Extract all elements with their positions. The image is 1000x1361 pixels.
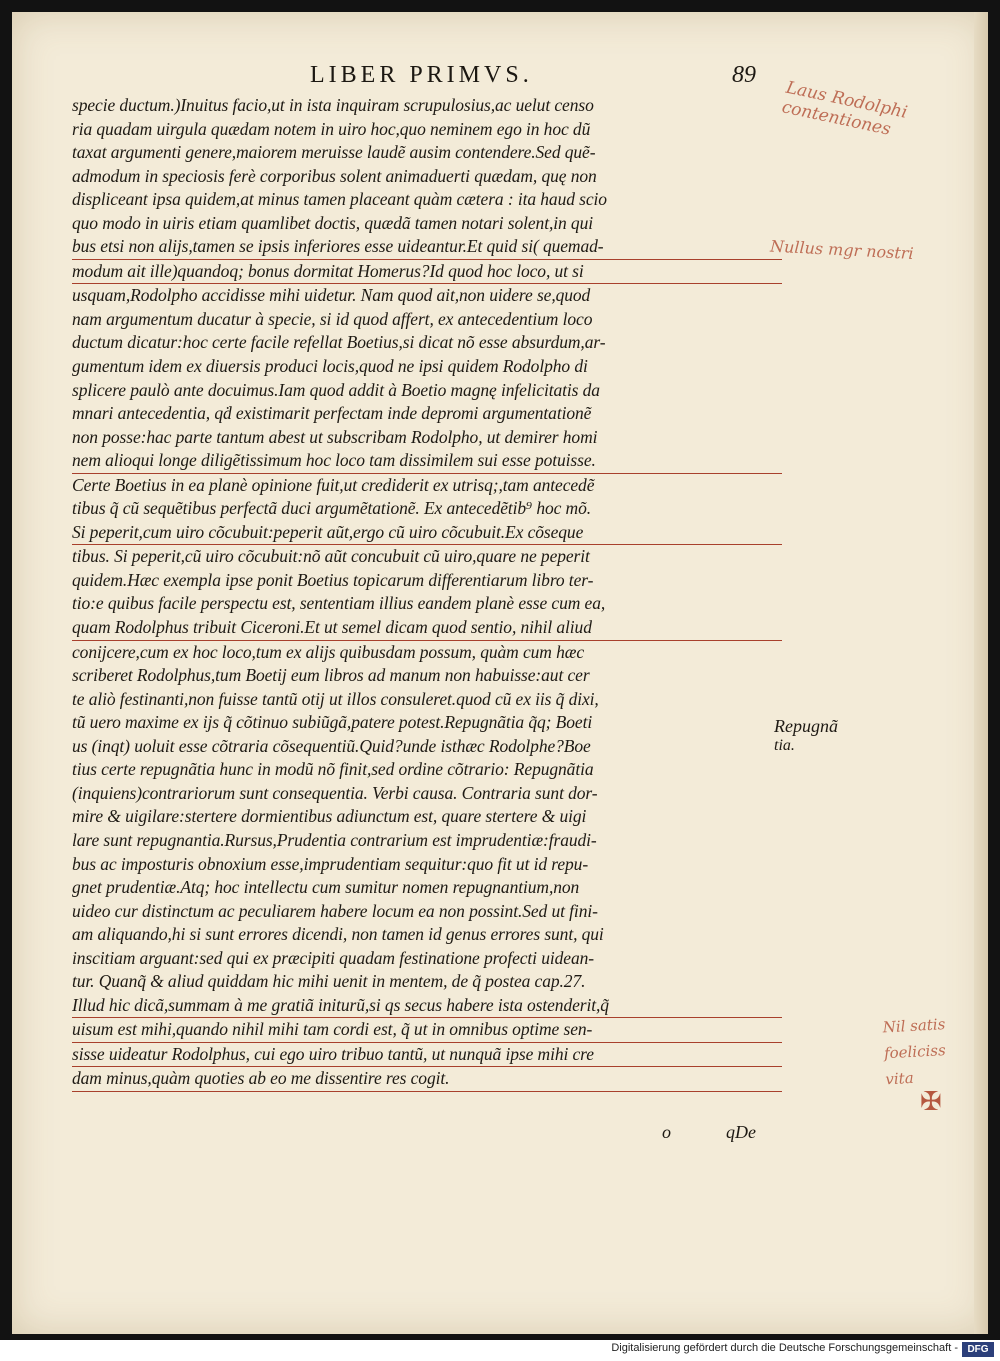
text-line: uideo cur distinctum ac peculiarem habere locum ea non possint.Sed ut fini-: [72, 900, 598, 921]
dfg-logo: DFG: [962, 1342, 994, 1357]
text-line: Illud hic dicã,summam à me gratiã initurũ,si qs secus habere ista ostenderit,q̃: [72, 994, 782, 1019]
text-line: tio:e quibus facile perspectu est, sententiam illius eandem planè esse cum ea,: [72, 593, 606, 614]
text-line: quo modo in uiris etiam quamlibet doctis, quædã tamen notari solent,in qui: [72, 212, 593, 233]
page-edge: [974, 12, 988, 1334]
text-line: us (inqt) uoluit esse cõtraria cõsequentiũ.Quid?unde isthæc Rodolphe?Boe: [72, 735, 591, 756]
margin-note-line: Repugnã: [774, 716, 838, 736]
text-line: Certe Boetius in ea planè opinione fuit,ut crediderit ex utrisq;,tam antecedẽ: [72, 474, 595, 495]
running-head: LIBER PRIMVS.: [310, 62, 533, 88]
folio-number: 89: [732, 62, 756, 88]
text-line: lare sunt repugnantia.Rursus,Prudentia contrarium est imprudentiæ:fraudi-: [72, 829, 597, 850]
text-line: nam argumentum ducatur à specie, si id quod affert, ex antecedentium loco: [72, 308, 593, 329]
text-line: gnet prudentiæ.Atq; hoc intellectu cum sumitur nomen repugnantium,non: [72, 877, 580, 898]
text-line: tius certe repugnãtia hunc in modũ nõ finit,sed ordine cõtrario: Repugnãtia: [72, 759, 594, 780]
text-line: mnari antecedentia, qḋ existimarit perfectam inde depromi argumentationẽ: [72, 403, 592, 424]
text-line: uisum est mihi,quando nihil mihi tam cordi est, q̃ ut in omnibus optime sen-: [72, 1018, 782, 1043]
signature-mark: o: [662, 1122, 671, 1142]
handwritten-note-top: Laus Rodolphi contentiones: [780, 77, 910, 140]
text-line: dam minus,quàm quoties ab eo me dissentire res cogit.: [72, 1067, 782, 1092]
text-line: scriberet Rodolphus,tum Boetij eum libros ad manum non habuisse:aut cer: [72, 665, 590, 686]
text-line: quidem.Hæc exempla ipse ponit Boetius topicarum differentiarum libro ter-: [72, 569, 594, 590]
handwritten-note-nullus: Nullus mgr nostri: [769, 236, 915, 264]
text-line: bus ac imposturis obnoxium esse,imprudentiam sequitur:quo fit ut id repu-: [72, 853, 589, 874]
text-line: admodum in speciosis ferè corporibus solent animaduerti quædam, quę non: [72, 165, 597, 186]
text-line: tur. Quanq̃ & aliud quiddam hic mihi uenit in mentem, de q̃ postea cap.27.: [72, 971, 586, 992]
text-line: modum ait ille)quandoq; bonus dormitat Homerus?Id quod hoc loco, ut si: [72, 260, 782, 285]
text-line: sisse uideatur Rodolphus, cui ego uiro tribuo tantũ, ut nunquã ipse mihi cre: [72, 1043, 782, 1068]
text-line: am aliquando,hi si sunt errores dicendi, non tamen id genus errores sunt, qui: [72, 924, 604, 945]
text-line: ria quadam uirgula quædam notem in uiro hoc,quo neminem ego in hoc dũ: [72, 118, 591, 139]
text-line: (inquiens)contrariorum sunt consequentia. Verbi causa. Contraria sunt dor-: [72, 782, 598, 803]
text-line: tibus q̃ cũ sequẽtibus perfectã duci argumẽtationẽ. Ex antecedẽtib⁹ hoc mõ.: [72, 498, 592, 519]
text-line: specie ductum.)Inuitus facio,ut in ista inquiram scrupulosius,ac uelut censo: [72, 95, 594, 115]
text-line: displiceant ipsa quidem,at minus tamen placeant quàm cætera : ita haud scio: [72, 189, 607, 210]
footer-bar: [0, 1340, 1000, 1361]
text-line: non posse:hac parte tantum abest ut subscribam Rodolpho, ut demirer homi: [72, 426, 598, 447]
handwritten-note-bottom: Nil satis foeliciss vita: [882, 1015, 947, 1089]
text-line: Si peperit,cum uiro cõcubuit:peperit aũt,ergo cũ uiro cõcubuit.Ex cõseque: [72, 521, 782, 546]
text-line: mire & uigilare:stertere dormientibus adiunctum est, quare stertere & uigi: [72, 806, 587, 827]
text-line: nem alioqui longe diligẽtissimum hoc loco tam dissimilem sui esse potuisse.: [72, 449, 782, 474]
margin-note-repugnantia: [774, 716, 838, 755]
text-line: tibus. Si peperit,cũ uiro cõcubuit:nõ aũt concubuit cũ uiro,quare ne peperit: [72, 546, 590, 567]
text-line: te aliò festinanti,non fuisse tantũ otij ut illos consuleret.quod cũ ex iis q̃ dixi,: [72, 688, 599, 709]
text-line: taxat argumenti genere,maiorem meruisse laudẽ ausim contendere.Sed quẽ-: [72, 142, 596, 163]
text-line: inscitiam arguant:sed qui ex præcipiti quadam festinatione profecti uidean-: [72, 947, 594, 968]
main-text-block: [72, 94, 782, 1092]
funding-credit: Digitalisierung gefördert durch die Deutsche Forschungsgemeinschaft -: [611, 1342, 958, 1354]
text-line: tũ uero maxime ex ijs q̃ cõtinuo subiũgã,patere potest.Repugnãtia q̃q; Boeti: [72, 712, 593, 733]
margin-note-line: tia.: [774, 737, 795, 754]
cross-mark-icon: ✠: [920, 1087, 942, 1116]
text-line: gumentum idem ex diuersis produci locis,quod ne ipsi quidem Rodolpho di: [72, 356, 588, 377]
text-line: splicere paulò ante docuimus.Iam quod addit à Boetio magnę infelicitatis da: [72, 379, 600, 400]
text-line: conijcere,cum ex hoc loco,tum ex alijs quibusdam possum, quàm cum hæc: [72, 641, 584, 662]
text-line: quam Rodolphus tribuit Ciceroni.Et ut semel dicam quod sentio, nihil aliud: [72, 616, 782, 641]
book-page: [12, 12, 988, 1334]
text-line: usquam,Rodolpho accidisse mihi uidetur. Nam quod ait,non uidere se,quod: [72, 285, 591, 306]
text-line: ductum dicatur:hoc certe facile refellat Boetius,si dicat nõ esse absurdum,ar-: [72, 332, 606, 353]
text-line: bus etsi non alijs,tamen se ipsis inferiores esse uideantur.Et quid si( quemad-: [72, 235, 782, 260]
catchword: qDe: [726, 1122, 756, 1142]
